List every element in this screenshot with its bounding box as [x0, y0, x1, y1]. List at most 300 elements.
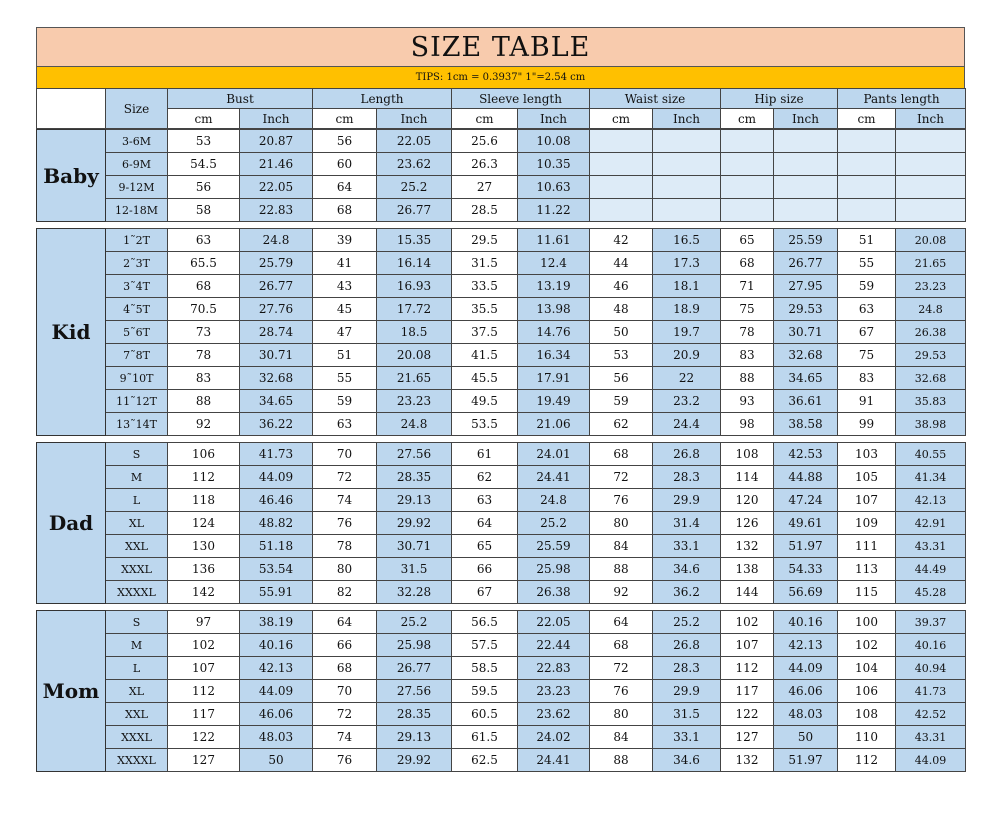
- measurement-cell: 70.5: [168, 298, 240, 321]
- measurement-cell: 80: [590, 703, 653, 726]
- table-row: [37, 466, 966, 489]
- empty-cell: [838, 176, 896, 199]
- measurement-cell: 29.5: [452, 229, 518, 252]
- measurement-cell: 40.55: [896, 443, 966, 466]
- measurement-cell: 10.08: [518, 130, 590, 153]
- measurement-cell: 130: [168, 535, 240, 558]
- measurement-cell: 44.09: [774, 657, 838, 680]
- measurement-cell: 31.5: [452, 252, 518, 275]
- measurement-cell: 72: [590, 657, 653, 680]
- measurement-cell: 51.97: [774, 749, 838, 772]
- category-label-kid: Kid: [37, 229, 106, 436]
- measurement-cell: 108: [838, 703, 896, 726]
- measurement-cell: 42.13: [896, 489, 966, 512]
- size-label: 13˜14T: [106, 413, 168, 436]
- table-row: [37, 726, 966, 749]
- size-label: 9-12M: [106, 176, 168, 199]
- measurement-cell: 144: [721, 581, 774, 604]
- measurement-cell: 29.53: [774, 298, 838, 321]
- cm-unit-header: cm: [313, 109, 377, 129]
- measurement-cell: 83: [721, 344, 774, 367]
- measurement-cell: 127: [721, 726, 774, 749]
- measurement-cell: 26.77: [377, 199, 452, 222]
- measurement-cell: 58: [168, 199, 240, 222]
- measurement-cell: 25.98: [377, 634, 452, 657]
- measurement-cell: 29.53: [896, 344, 966, 367]
- empty-cell: [721, 153, 774, 176]
- measurement-cell: 82: [313, 581, 377, 604]
- empty-cell: [774, 176, 838, 199]
- measurement-cell: 136: [168, 558, 240, 581]
- measurement-cell: 42.13: [774, 634, 838, 657]
- empty-cell: [653, 176, 721, 199]
- cm-unit-header: cm: [168, 109, 240, 129]
- size-label: 2˜3T: [106, 252, 168, 275]
- size-label: L: [106, 657, 168, 680]
- size-label: M: [106, 634, 168, 657]
- measurement-cell: 100: [838, 611, 896, 634]
- measurement-cell: 35.5: [452, 298, 518, 321]
- measurement-cell: 109: [838, 512, 896, 535]
- measurement-cell: 111: [838, 535, 896, 558]
- measurement-cell: 75: [838, 344, 896, 367]
- measurement-cell: 46.06: [774, 680, 838, 703]
- measurement-cell: 29.92: [377, 512, 452, 535]
- measurement-cell: 24.41: [518, 749, 590, 772]
- empty-cell: [590, 176, 653, 199]
- measurement-cell: 31.5: [377, 558, 452, 581]
- inch-unit-header: Inch: [518, 109, 590, 129]
- size-label: M: [106, 466, 168, 489]
- measurement-cell: 112: [721, 657, 774, 680]
- measurement-cell: 57.5: [452, 634, 518, 657]
- measurement-cell: 56: [590, 367, 653, 390]
- measurement-cell: 60: [313, 153, 377, 176]
- empty-cell: [896, 176, 966, 199]
- measurement-cell: 47.24: [774, 489, 838, 512]
- measurement-cell: 42.52: [896, 703, 966, 726]
- measurement-cell: 83: [168, 367, 240, 390]
- measurement-cell: 126: [721, 512, 774, 535]
- size-label: 11˜12T: [106, 390, 168, 413]
- measurement-cell: 117: [721, 680, 774, 703]
- measurement-cell: 40.94: [896, 657, 966, 680]
- measurement-cell: 55: [313, 367, 377, 390]
- empty-cell: [721, 199, 774, 222]
- table-row: [37, 344, 966, 367]
- measurement-cell: 23.62: [518, 703, 590, 726]
- inch-unit-header: Inch: [774, 109, 838, 129]
- measurement-cell: 56: [313, 130, 377, 153]
- measurement-cell: 73: [168, 321, 240, 344]
- measurement-cell: 41: [313, 252, 377, 275]
- measurement-cell: 118: [168, 489, 240, 512]
- size-label: 3˜4T: [106, 275, 168, 298]
- measurement-cell: 88: [721, 367, 774, 390]
- measurement-cell: 27.95: [774, 275, 838, 298]
- measurement-cell: 108: [721, 443, 774, 466]
- measurement-cell: 30.71: [774, 321, 838, 344]
- measurement-cell: 62.5: [452, 749, 518, 772]
- empty-cell: [896, 153, 966, 176]
- measurement-cell: 138: [721, 558, 774, 581]
- table-row: [37, 611, 966, 634]
- measurement-cell: 18.5: [377, 321, 452, 344]
- measurement-cell: 17.3: [653, 252, 721, 275]
- measurement-cell: 46: [590, 275, 653, 298]
- measurement-cell: 78: [721, 321, 774, 344]
- measurement-cell: 20.08: [896, 229, 966, 252]
- measurement-cell: 33.1: [653, 726, 721, 749]
- table-row: [37, 275, 966, 298]
- measurement-cell: 42: [590, 229, 653, 252]
- measurement-cell: 50: [590, 321, 653, 344]
- measurement-cell: 38.98: [896, 413, 966, 436]
- measurement-cell: 16.93: [377, 275, 452, 298]
- measurement-cell: 59: [838, 275, 896, 298]
- measurement-cell: 51: [838, 229, 896, 252]
- measurement-cell: 42.13: [240, 657, 313, 680]
- measurement-cell: 115: [838, 581, 896, 604]
- measurement-cell: 59: [313, 390, 377, 413]
- empty-cell: [653, 199, 721, 222]
- measurement-cell: 25.2: [518, 512, 590, 535]
- empty-cell: [590, 153, 653, 176]
- table-row: [37, 390, 966, 413]
- measurement-cell: 72: [590, 466, 653, 489]
- measurement-cell: 23.23: [518, 680, 590, 703]
- empty-cell: [774, 130, 838, 153]
- measurement-cell: 26.8: [653, 634, 721, 657]
- pants-length-header: Pants length: [838, 89, 966, 109]
- measurement-cell: 107: [721, 634, 774, 657]
- measurement-cell: 34.6: [653, 558, 721, 581]
- measurement-cell: 48.82: [240, 512, 313, 535]
- measurement-cell: 22.83: [240, 199, 313, 222]
- measurement-cell: 32.68: [896, 367, 966, 390]
- measurement-cell: 43.31: [896, 726, 966, 749]
- size-label: 3-6M: [106, 130, 168, 153]
- empty-cell: [774, 199, 838, 222]
- measurement-cell: 44.88: [774, 466, 838, 489]
- measurement-cell: 10.63: [518, 176, 590, 199]
- measurement-cell: 54.5: [168, 153, 240, 176]
- measurement-cell: 72: [313, 703, 377, 726]
- measurement-cell: 13.19: [518, 275, 590, 298]
- measurement-cell: 30.71: [240, 344, 313, 367]
- size-label: XXL: [106, 535, 168, 558]
- measurement-cell: 12.4: [518, 252, 590, 275]
- measurement-cell: 44.49: [896, 558, 966, 581]
- measurement-cell: 46.46: [240, 489, 313, 512]
- size-label: 9˜10T: [106, 367, 168, 390]
- table-row: [37, 680, 966, 703]
- measurement-cell: 24.8: [896, 298, 966, 321]
- measurement-cell: 76: [313, 512, 377, 535]
- measurement-cell: 114: [721, 466, 774, 489]
- measurement-cell: 64: [313, 176, 377, 199]
- measurement-cell: 26.77: [377, 657, 452, 680]
- empty-cell: [653, 153, 721, 176]
- table-row: [37, 749, 966, 772]
- measurement-cell: 29.13: [377, 726, 452, 749]
- measurement-cell: 51.97: [774, 535, 838, 558]
- section-dad-table: [36, 442, 966, 604]
- measurement-cell: 24.02: [518, 726, 590, 749]
- table-row: [37, 657, 966, 680]
- measurement-cell: 19.7: [653, 321, 721, 344]
- measurement-cell: 22.05: [377, 130, 452, 153]
- size-label: 12-18M: [106, 199, 168, 222]
- measurement-cell: 76: [590, 489, 653, 512]
- size-label: XXXXL: [106, 581, 168, 604]
- empty-cell: [838, 153, 896, 176]
- measurement-cell: 117: [168, 703, 240, 726]
- measurement-cell: 106: [838, 680, 896, 703]
- table-row: [37, 558, 966, 581]
- measurement-cell: 122: [721, 703, 774, 726]
- size-label: XL: [106, 512, 168, 535]
- measurement-cell: 112: [168, 466, 240, 489]
- measurement-cell: 39: [313, 229, 377, 252]
- measurement-cell: 59.5: [452, 680, 518, 703]
- measurement-cell: 53.5: [452, 413, 518, 436]
- measurement-cell: 33.5: [452, 275, 518, 298]
- measurement-cell: 68: [590, 443, 653, 466]
- measurement-cell: 64: [452, 512, 518, 535]
- size-label: 7˜8T: [106, 344, 168, 367]
- measurement-cell: 68: [721, 252, 774, 275]
- measurement-cell: 44.09: [896, 749, 966, 772]
- measurement-cell: 16.14: [377, 252, 452, 275]
- table-title: SIZE TABLE: [36, 27, 965, 67]
- measurement-cell: 43: [313, 275, 377, 298]
- size-label: 6-9M: [106, 153, 168, 176]
- measurement-cell: 62: [590, 413, 653, 436]
- measurement-cell: 97: [168, 611, 240, 634]
- measurement-cell: 22: [653, 367, 721, 390]
- inch-unit-header: Inch: [896, 109, 966, 129]
- empty-cell: [721, 130, 774, 153]
- measurement-cell: 75: [721, 298, 774, 321]
- measurement-cell: 53.54: [240, 558, 313, 581]
- measurement-cell: 21.06: [518, 413, 590, 436]
- measurement-cell: 132: [721, 535, 774, 558]
- measurement-cell: 102: [838, 634, 896, 657]
- measurement-cell: 68: [590, 634, 653, 657]
- size-sections: [36, 129, 965, 772]
- measurement-cell: 24.4: [653, 413, 721, 436]
- table-row: [37, 229, 966, 252]
- measurement-cell: 51.18: [240, 535, 313, 558]
- measurement-cell: 20.9: [653, 344, 721, 367]
- measurement-cell: 29.9: [653, 489, 721, 512]
- measurement-cell: 23.23: [896, 275, 966, 298]
- measurement-cell: 26.3: [452, 153, 518, 176]
- measurement-cell: 55.91: [240, 581, 313, 604]
- measurement-cell: 20.87: [240, 130, 313, 153]
- measurement-cell: 107: [168, 657, 240, 680]
- table-row: [37, 443, 966, 466]
- size-label: XL: [106, 680, 168, 703]
- measurement-cell: 24.41: [518, 466, 590, 489]
- measurement-cell: 43.31: [896, 535, 966, 558]
- measurement-cell: 32.28: [377, 581, 452, 604]
- measurement-cell: 32.68: [240, 367, 313, 390]
- section-kid-table: [36, 228, 966, 436]
- measurement-cell: 78: [313, 535, 377, 558]
- measurement-cell: 26.38: [896, 321, 966, 344]
- waist-size-header: Waist size: [590, 89, 721, 109]
- measurement-cell: 24.8: [377, 413, 452, 436]
- measurement-cell: 27.56: [377, 680, 452, 703]
- empty-cell: [896, 130, 966, 153]
- measurement-cell: 13.98: [518, 298, 590, 321]
- empty-cell: [590, 130, 653, 153]
- header-table: [36, 88, 966, 129]
- measurement-cell: 60.5: [452, 703, 518, 726]
- measurement-cell: 74: [313, 489, 377, 512]
- measurement-cell: 102: [168, 634, 240, 657]
- measurement-cell: 56: [168, 176, 240, 199]
- size-label: 5˜6T: [106, 321, 168, 344]
- measurement-cell: 68: [313, 199, 377, 222]
- corner-cell: [37, 89, 106, 129]
- table-row: [37, 298, 966, 321]
- measurement-cell: 21.65: [377, 367, 452, 390]
- measurement-cell: 88: [590, 749, 653, 772]
- measurement-cell: 24.8: [240, 229, 313, 252]
- measurement-cell: 22.05: [518, 611, 590, 634]
- measurement-cell: 21.46: [240, 153, 313, 176]
- measurement-cell: 49.5: [452, 390, 518, 413]
- measurement-cell: 92: [590, 581, 653, 604]
- measurement-cell: 45: [313, 298, 377, 321]
- measurement-cell: 64: [313, 611, 377, 634]
- measurement-cell: 51: [313, 344, 377, 367]
- table-row: [37, 535, 966, 558]
- measurement-cell: 36.2: [653, 581, 721, 604]
- measurement-cell: 61: [452, 443, 518, 466]
- empty-cell: [896, 199, 966, 222]
- sleeve-length-header: Sleeve length: [452, 89, 590, 109]
- size-label: XXXXL: [106, 749, 168, 772]
- measurement-cell: 39.37: [896, 611, 966, 634]
- size-column-header: Size: [106, 89, 168, 129]
- measurement-cell: 47: [313, 321, 377, 344]
- measurement-cell: 124: [168, 512, 240, 535]
- measurement-cell: 17.91: [518, 367, 590, 390]
- measurement-cell: 92: [168, 413, 240, 436]
- measurement-cell: 59: [590, 390, 653, 413]
- measurement-cell: 28.3: [653, 657, 721, 680]
- measurement-cell: 23.2: [653, 390, 721, 413]
- measurement-cell: 48.03: [774, 703, 838, 726]
- measurement-cell: 19.49: [518, 390, 590, 413]
- measurement-cell: 61.5: [452, 726, 518, 749]
- table-row: [37, 176, 966, 199]
- measurement-cell: 27: [452, 176, 518, 199]
- measurement-cell: 37.5: [452, 321, 518, 344]
- measurement-cell: 15.35: [377, 229, 452, 252]
- measurement-cell: 103: [838, 443, 896, 466]
- measurement-cell: 54.33: [774, 558, 838, 581]
- measurement-cell: 56.5: [452, 611, 518, 634]
- measurement-cell: 33.1: [653, 535, 721, 558]
- empty-cell: [774, 153, 838, 176]
- measurement-cell: 30.71: [377, 535, 452, 558]
- empty-cell: [838, 130, 896, 153]
- measurement-cell: 25.59: [774, 229, 838, 252]
- measurement-cell: 24.8: [518, 489, 590, 512]
- measurement-cell: 25.59: [518, 535, 590, 558]
- measurement-cell: 65: [721, 229, 774, 252]
- section-baby-table: [36, 129, 966, 222]
- table-row: [37, 581, 966, 604]
- measurement-cell: 16.5: [653, 229, 721, 252]
- measurement-cell: 44.09: [240, 466, 313, 489]
- cm-unit-header: cm: [590, 109, 653, 129]
- measurement-cell: 40.16: [896, 634, 966, 657]
- measurement-cell: 84: [590, 535, 653, 558]
- size-label: XXL: [106, 703, 168, 726]
- measurement-cell: 28.74: [240, 321, 313, 344]
- measurement-cell: 28.35: [377, 703, 452, 726]
- measurement-cell: 28.5: [452, 199, 518, 222]
- measurement-cell: 21.65: [896, 252, 966, 275]
- measurement-cell: 44.09: [240, 680, 313, 703]
- empty-cell: [653, 130, 721, 153]
- measurement-cell: 41.73: [240, 443, 313, 466]
- table-row: [37, 489, 966, 512]
- cm-unit-header: cm: [838, 109, 896, 129]
- measurement-cell: 41.73: [896, 680, 966, 703]
- measurement-cell: 78: [168, 344, 240, 367]
- measurement-cell: 27.56: [377, 443, 452, 466]
- measurement-cell: 26.77: [240, 275, 313, 298]
- measurement-cell: 104: [838, 657, 896, 680]
- measurement-cell: 62: [452, 466, 518, 489]
- measurement-cell: 66: [452, 558, 518, 581]
- inch-unit-header: Inch: [240, 109, 313, 129]
- measurement-cell: 88: [590, 558, 653, 581]
- measurement-cell: 67: [452, 581, 518, 604]
- category-label-mom: Mom: [37, 611, 106, 772]
- measurement-cell: 22.83: [518, 657, 590, 680]
- size-label: S: [106, 611, 168, 634]
- measurement-cell: 76: [313, 749, 377, 772]
- measurement-cell: 58.5: [452, 657, 518, 680]
- measurement-cell: 23.62: [377, 153, 452, 176]
- measurement-cell: 36.22: [240, 413, 313, 436]
- measurement-cell: 50: [240, 749, 313, 772]
- measurement-cell: 14.76: [518, 321, 590, 344]
- measurement-cell: 68: [168, 275, 240, 298]
- measurement-cell: 44: [590, 252, 653, 275]
- measurement-cell: 132: [721, 749, 774, 772]
- measurement-cell: 22.05: [240, 176, 313, 199]
- conversion-tips: TIPS: 1cm = 0.3937" 1"=2.54 cm: [36, 67, 965, 88]
- measurement-cell: 63: [313, 413, 377, 436]
- measurement-cell: 25.79: [240, 252, 313, 275]
- measurement-cell: 18.9: [653, 298, 721, 321]
- measurement-cell: 34.65: [774, 367, 838, 390]
- category-label-dad: Dad: [37, 443, 106, 604]
- table-row: [37, 321, 966, 344]
- hip-size-header: Hip size: [721, 89, 838, 109]
- empty-cell: [590, 199, 653, 222]
- measurement-cell: 40.16: [240, 634, 313, 657]
